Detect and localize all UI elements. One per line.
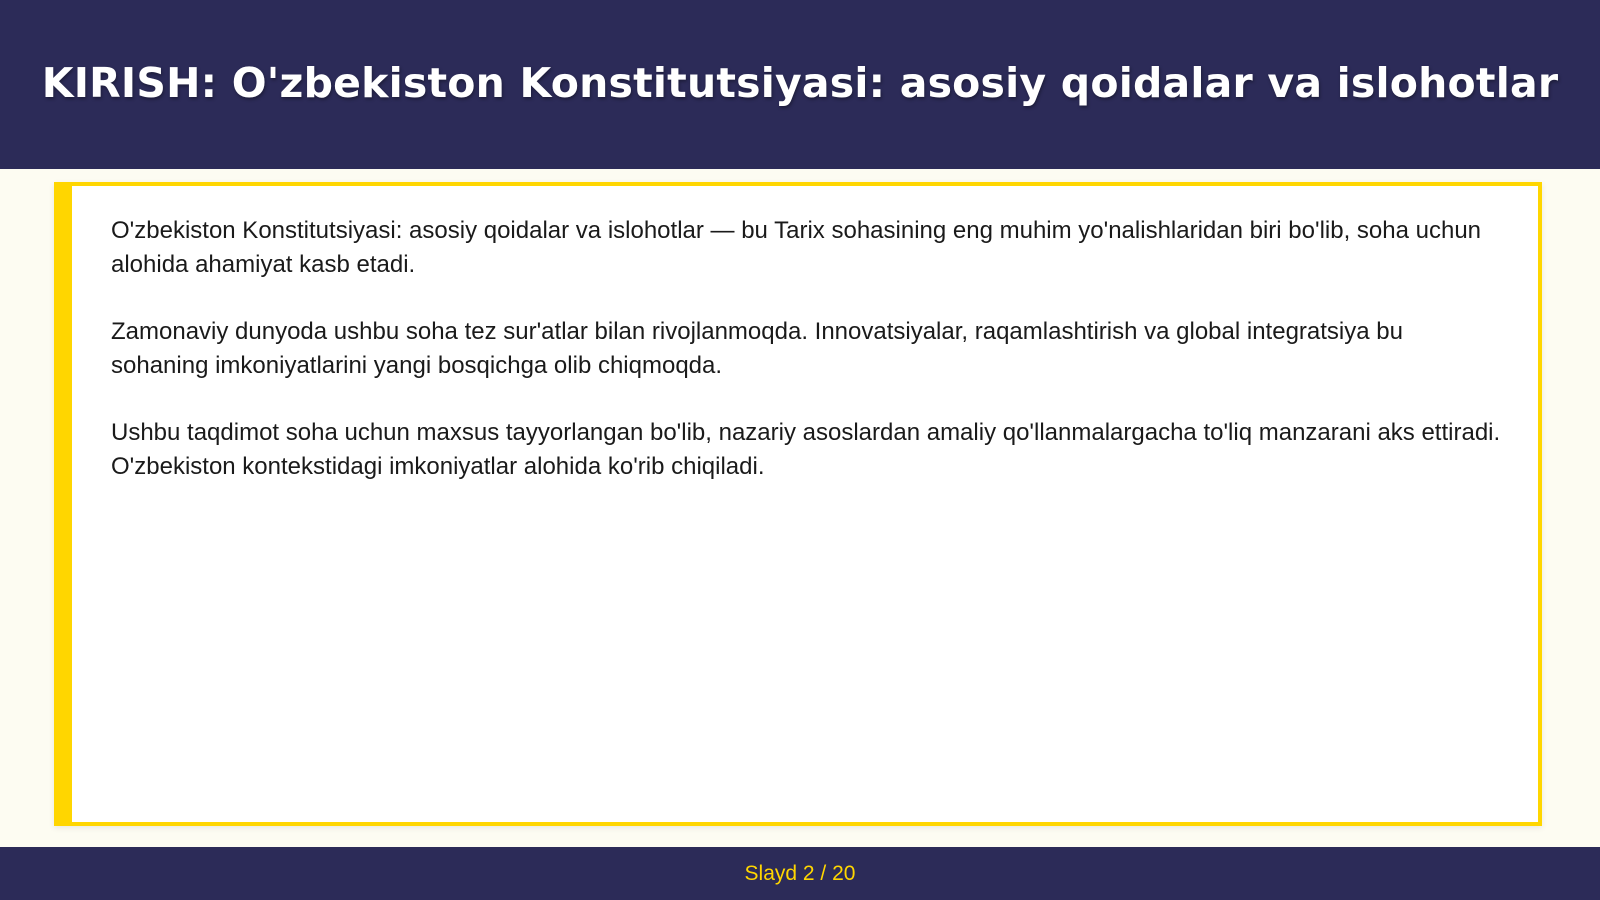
slide-counter: Slayd 2 / 20 [744, 861, 856, 885]
slide-header [0, 0, 1600, 169]
content-text[interactable] [111, 214, 1501, 517]
slide-footer [0, 847, 1600, 900]
paragraph-presentation: Ushbu taqdimot soha uchun maxsus tayyorlangan bo'lib, nazariy asoslardan amaliy qo'llanmalargacha to'liq manzarani aks ettiradi. O'zbekiston kontekstidagi imkoniyatlar alohida ko'rib chiqiladi. [111, 419, 1501, 480]
slide-title: KIRISH: O'zbekiston Konstitutsiyasi: asosiy qoidalar va islohotlar [41, 59, 1559, 107]
paragraph-intro: O'zbekiston Konstitutsiyasi: asosiy qoidalar va islohotlar — bu Tarix sohasining eng muhim yo'nalishlaridan biri bo'lib, soha uchun alohida ahamiyat kasb etadi. [111, 217, 1482, 278]
paragraph-modern-world: Zamonaviy dunyoda ushbu soha tez sur'atlar bilan rivojlanmoqda. Innovatsiyalar, raqamlashtirish va global integratsiya bu sohaning imkoniyatlarini yangi bosqichga olib chiqmoqda. [111, 318, 1403, 379]
content-box [54, 182, 1542, 826]
